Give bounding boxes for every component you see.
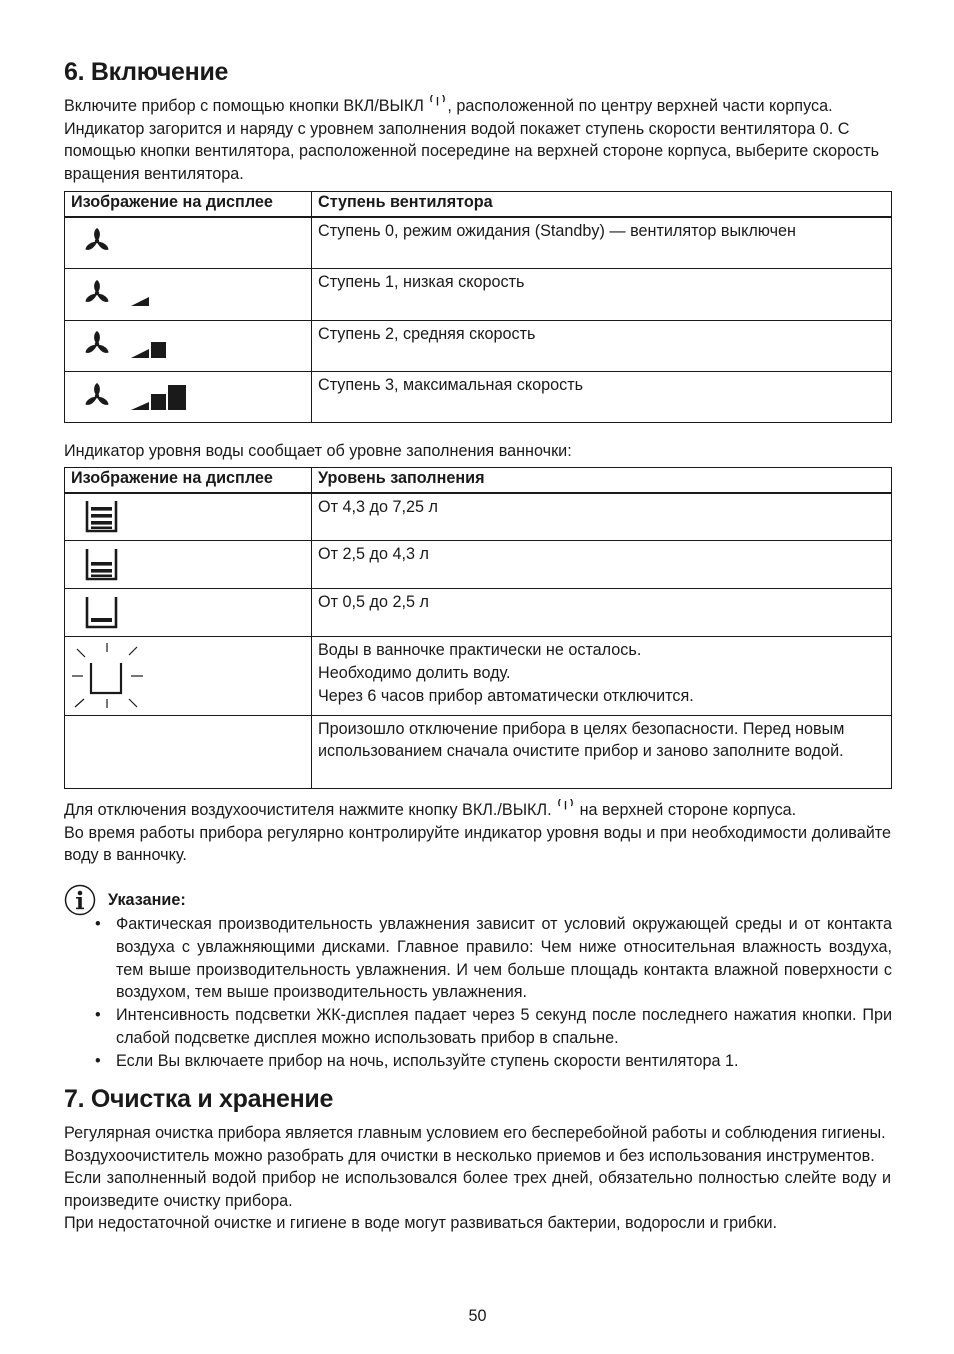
table-row	[65, 540, 892, 588]
table-row	[65, 217, 892, 268]
water-display-cell	[65, 540, 312, 588]
fan-speed-1-icon	[65, 269, 195, 320]
table-header-row	[65, 468, 892, 494]
note-list	[116, 913, 892, 1073]
table-row	[65, 493, 892, 540]
info-icon	[64, 884, 96, 916]
cleaning-paragraph: Воздухоочиститель можно разобрать для очистки в несколько приемов и без использования инструментов.	[64, 1146, 875, 1165]
table-row	[65, 715, 892, 788]
section-7-body	[64, 1122, 891, 1235]
table-header-fill-level: Уровень заполнения	[312, 468, 892, 494]
off-instruction-part-1: Для отключения воздухоочистителя нажмите кнопку ВКЛ./ВЫКЛ.	[64, 801, 552, 819]
fan-speed-2-icon	[65, 321, 195, 371]
fan-level-text: Ступень 2, средняя скорость	[312, 320, 892, 371]
table-header-display: Изображение на дисплее	[65, 468, 312, 494]
fan-display-cell	[65, 320, 312, 371]
table-row	[65, 320, 892, 371]
intro-part-1: Включите прибор с помощью кнопки ВКЛ/ВЫКЛ	[64, 97, 424, 115]
table-header-display: Изображение на дисплее	[65, 192, 312, 218]
fan-level-text: Ступень 0, режим ожидания (Standby) — вентилятор выключен	[312, 217, 892, 268]
empty-tank-line-3: Через 6 часов прибор автоматически отключится.	[318, 686, 694, 705]
cleaning-paragraph: Если заполненный водой прибор не использовался более трех дней, обязательно полностью слейте воду и произведите очистку прибора.	[64, 1169, 891, 1210]
off-instruction-part-2: на верхней стороне корпуса.	[579, 801, 797, 819]
table-header-row	[65, 192, 892, 218]
list-item: • Фактическая производительность увлажнения зависит от условий окружающей среды и от контакта воздуха с увлажняющими дисками. Главное правило: Чем ниже относительная влажность воздуха, тем выше производительность увлажнения. И чем больше площадь контакта влажной поверхности с воздухом, тем выше производительность увлажнения.	[116, 913, 892, 1004]
water-tank-low-icon	[65, 589, 125, 636]
water-tank-full-icon	[65, 494, 125, 540]
fan-speed-table	[64, 191, 892, 423]
note-label: Указание:	[108, 890, 186, 909]
water-tank-blinking-icon	[65, 637, 155, 715]
speed-bar-icon	[131, 297, 149, 306]
water-display-cell	[65, 636, 312, 715]
intro-part-2: , расположенной по центру верхней части корпуса. Индикатор загорится и наряду с уровнем заполнения водой покажет ступень скорости вентилятора 0. С помощью кнопки вентилятора, расположенной посередине на верхней стороне корпуса, выберите скорость вращения вентилятора.	[64, 97, 880, 183]
water-display-cell	[65, 588, 312, 636]
fill-level-text: От 4,3 до 7,25 л	[312, 493, 892, 540]
safety-shutdown-text: Произошло отключение прибора в целях безопасности. Перед новым использованием сначала очистите прибор и заново заполните водой.	[312, 715, 892, 788]
section-6-title: 6. Включение	[64, 58, 229, 86]
table-row	[65, 268, 892, 320]
cleaning-paragraph: При недостаточной очистке и гигиене в воде могут развиваться бактерии, водоросли и грибки.	[64, 1214, 778, 1233]
page-number: 50	[468, 1307, 487, 1325]
list-item: • Если Вы включаете прибор на ночь, используйте ступень скорости вентилятора 1.	[116, 1050, 892, 1073]
fan-level-text: Ступень 3, максимальная скорость	[312, 371, 892, 422]
list-item: • Интенсивность подсветки ЖК-дисплея падает через 5 секунд после последнего нажатия кнопки. При слабой подсветке дисплея можно использовать прибор в спальне.	[116, 1004, 892, 1050]
cleaning-paragraph: Регулярная очистка прибора является главным условием его бесперебойной работы и соблюдения гигиены.	[64, 1124, 886, 1142]
section-7-title: 7. Очистка и хранение	[64, 1085, 334, 1113]
table-header-fan-level: Ступень вентилятора	[312, 192, 892, 218]
power-icon	[428, 95, 447, 115]
water-indicator-intro: Индикатор уровня воды сообщает об уровне заполнения ванночки:	[64, 442, 572, 460]
fill-level-text	[312, 636, 892, 715]
fan-display-cell	[65, 371, 312, 422]
fill-level-text: От 0,5 до 2,5 л	[312, 588, 892, 636]
after-table-text	[64, 799, 891, 867]
note-heading	[64, 884, 186, 916]
fan-speed-3-icon	[65, 372, 195, 422]
empty-tank-line-1: Воды в ванночке практически не осталось.	[318, 640, 642, 659]
fill-level-text: От 2,5 до 4,3 л	[312, 540, 892, 588]
water-level-table	[64, 467, 892, 789]
fan-level-text: Ступень 1, низкая скорость	[312, 268, 892, 320]
water-control-text: Во время работы прибора регулярно контролируйте индикатор уровня воды и при необходимости доливайте воду в ванночку.	[64, 823, 891, 865]
section-6-intro	[64, 95, 891, 185]
fan-display-cell	[65, 217, 312, 268]
power-icon	[556, 799, 575, 819]
fan-icon	[65, 218, 195, 268]
table-row	[65, 371, 892, 422]
water-display-cell	[65, 493, 312, 540]
water-display-cell-empty	[65, 715, 312, 788]
water-tank-medium-icon	[65, 541, 125, 588]
table-row	[65, 588, 892, 636]
table-row	[65, 636, 892, 715]
empty-tank-line-2: Необходимо долить воду.	[318, 663, 511, 682]
fan-display-cell	[65, 268, 312, 320]
